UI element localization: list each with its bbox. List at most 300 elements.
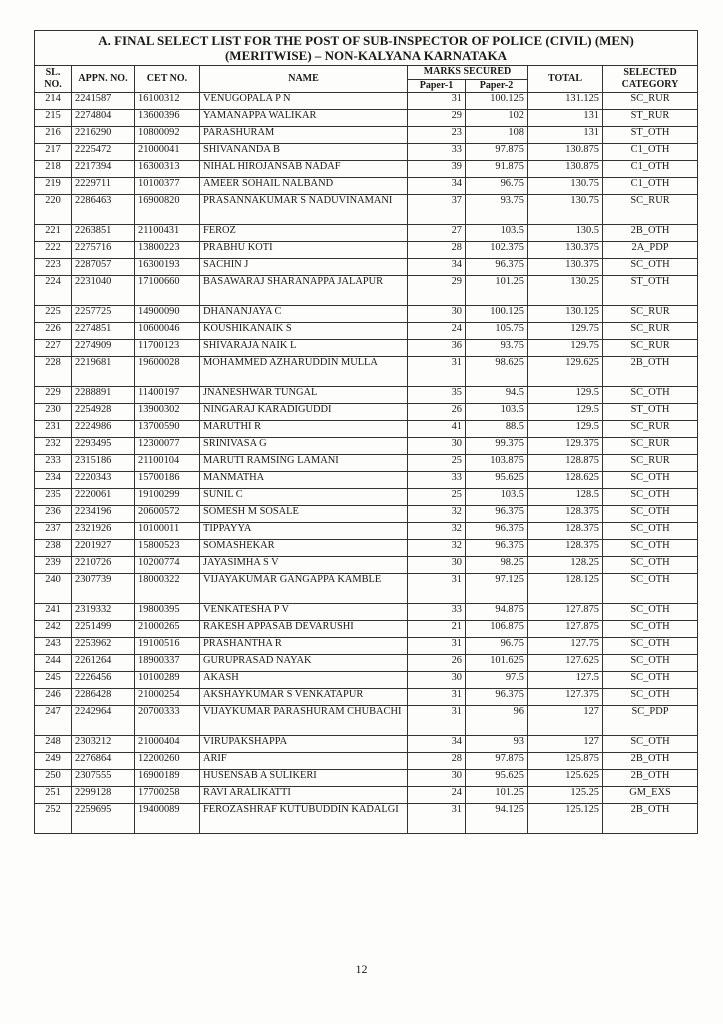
cell-category: SC_RUR — [603, 93, 698, 110]
table-row — [35, 455, 698, 472]
cell-paper-1: 28 — [408, 753, 466, 770]
cell-cet-no: 13600396 — [135, 110, 200, 127]
cell-total: 125.125 — [528, 804, 603, 834]
cell-total: 128.375 — [528, 540, 603, 557]
cell-appn-no: 2299128 — [72, 787, 135, 804]
header-name: NAME — [200, 66, 408, 93]
table-row — [35, 689, 698, 706]
cell-name: PRASANNAKUMAR S NADUVINAMANI — [200, 195, 408, 225]
cell-total: 129.5 — [528, 421, 603, 438]
table-row — [35, 506, 698, 523]
cell-total: 128.375 — [528, 523, 603, 540]
cell-category: SC_OTH — [603, 523, 698, 540]
cell-name: MOHAMMED AZHARUDDIN MULLA — [200, 357, 408, 387]
table-row — [35, 404, 698, 421]
table-row — [35, 323, 698, 340]
table-row — [35, 421, 698, 438]
cell-sl-no: 245 — [35, 672, 72, 689]
cell-paper-1: 30 — [408, 770, 466, 787]
cell-paper-2: 95.625 — [466, 770, 528, 787]
cell-appn-no: 2263851 — [72, 225, 135, 242]
cell-name: SHIVANANDA B — [200, 144, 408, 161]
cell-paper-1: 31 — [408, 689, 466, 706]
table-row — [35, 672, 698, 689]
table-row — [35, 557, 698, 574]
cell-paper-2: 103.5 — [466, 404, 528, 421]
cell-total: 127.375 — [528, 689, 603, 706]
cell-paper-1: 36 — [408, 340, 466, 357]
cell-appn-no: 2274851 — [72, 323, 135, 340]
cell-sl-no: 223 — [35, 259, 72, 276]
cell-paper-1: 21 — [408, 621, 466, 638]
table-row — [35, 753, 698, 770]
cell-paper-2: 103.5 — [466, 225, 528, 242]
cell-paper-1: 34 — [408, 178, 466, 195]
cell-paper-1: 25 — [408, 489, 466, 506]
cell-paper-2: 99.375 — [466, 438, 528, 455]
cell-sl-no: 234 — [35, 472, 72, 489]
cell-total: 127.875 — [528, 621, 603, 638]
table-row — [35, 306, 698, 323]
cell-paper-1: 30 — [408, 438, 466, 455]
header-marks-secured: MARKS SECURED — [408, 66, 528, 80]
cell-paper-2: 88.5 — [466, 421, 528, 438]
cell-total: 131.125 — [528, 93, 603, 110]
cell-sl-no: 247 — [35, 706, 72, 736]
cell-category: C1_OTH — [603, 144, 698, 161]
cell-total: 129.625 — [528, 357, 603, 387]
cell-total: 130.75 — [528, 195, 603, 225]
table-row — [35, 706, 698, 736]
cell-paper-2: 97.875 — [466, 753, 528, 770]
cell-category: SC_RUR — [603, 421, 698, 438]
cell-name: VENKATESHA P V — [200, 604, 408, 621]
cell-paper-2: 103.5 — [466, 489, 528, 506]
cell-category: SC_OTH — [603, 689, 698, 706]
cell-paper-2: 101.25 — [466, 787, 528, 804]
cell-sl-no: 222 — [35, 242, 72, 259]
table-row — [35, 736, 698, 753]
cell-category: SC_OTH — [603, 489, 698, 506]
cell-sl-no: 218 — [35, 161, 72, 178]
cell-cet-no: 10100289 — [135, 672, 200, 689]
cell-total: 129.75 — [528, 340, 603, 357]
cell-cet-no: 13700590 — [135, 421, 200, 438]
cell-sl-no: 249 — [35, 753, 72, 770]
cell-total: 128.5 — [528, 489, 603, 506]
cell-paper-1: 27 — [408, 225, 466, 242]
cell-cet-no: 11700123 — [135, 340, 200, 357]
cell-sl-no: 246 — [35, 689, 72, 706]
cell-appn-no: 2257725 — [72, 306, 135, 323]
cell-paper-1: 26 — [408, 404, 466, 421]
cell-total: 131 — [528, 110, 603, 127]
cell-appn-no: 2307739 — [72, 574, 135, 604]
cell-total: 125.625 — [528, 770, 603, 787]
cell-paper-2: 95.625 — [466, 472, 528, 489]
cell-cet-no: 13900302 — [135, 404, 200, 421]
cell-cet-no: 21000404 — [135, 736, 200, 753]
cell-cet-no: 19100299 — [135, 489, 200, 506]
cell-paper-1: 23 — [408, 127, 466, 144]
cell-cet-no: 11400197 — [135, 387, 200, 404]
cell-paper-1: 33 — [408, 604, 466, 621]
cell-paper-1: 30 — [408, 672, 466, 689]
table-row — [35, 242, 698, 259]
cell-paper-2: 100.125 — [466, 93, 528, 110]
cell-paper-1: 26 — [408, 655, 466, 672]
cell-cet-no: 21100431 — [135, 225, 200, 242]
cell-paper-1: 32 — [408, 523, 466, 540]
cell-paper-2: 97.875 — [466, 144, 528, 161]
cell-appn-no: 2253962 — [72, 638, 135, 655]
cell-total: 129.5 — [528, 387, 603, 404]
cell-category: SC_OTH — [603, 540, 698, 557]
cell-cet-no: 10100377 — [135, 178, 200, 195]
cell-paper-2: 102.375 — [466, 242, 528, 259]
cell-category: 2B_OTH — [603, 770, 698, 787]
cell-paper-1: 28 — [408, 242, 466, 259]
cell-paper-1: 29 — [408, 276, 466, 306]
cell-sl-no: 229 — [35, 387, 72, 404]
cell-cet-no: 10800092 — [135, 127, 200, 144]
cell-name: ARIF — [200, 753, 408, 770]
table-row — [35, 472, 698, 489]
table-row — [35, 770, 698, 787]
cell-sl-no: 240 — [35, 574, 72, 604]
table-row — [35, 340, 698, 357]
cell-cet-no: 16100312 — [135, 93, 200, 110]
cell-paper-1: 31 — [408, 574, 466, 604]
cell-total: 130.875 — [528, 144, 603, 161]
cell-appn-no: 2225472 — [72, 144, 135, 161]
cell-appn-no: 2217394 — [72, 161, 135, 178]
cell-paper-2: 106.875 — [466, 621, 528, 638]
cell-category: SC_OTH — [603, 472, 698, 489]
cell-paper-1: 31 — [408, 93, 466, 110]
cell-total: 130.5 — [528, 225, 603, 242]
cell-appn-no: 2319332 — [72, 604, 135, 621]
cell-name: RAKESH APPASAB DEVARUSHI — [200, 621, 408, 638]
cell-total: 127 — [528, 706, 603, 736]
cell-name: AKSHAYKUMAR S VENKATAPUR — [200, 689, 408, 706]
cell-total: 125.875 — [528, 753, 603, 770]
cell-appn-no: 2210726 — [72, 557, 135, 574]
cell-total: 129.5 — [528, 404, 603, 421]
cell-appn-no: 2231040 — [72, 276, 135, 306]
cell-sl-no: 250 — [35, 770, 72, 787]
title-line-1: A. FINAL SELECT LIST FOR THE POST OF SUB-INSPECTOR OF POLICE (CIVIL) (MEN) — [98, 33, 634, 48]
cell-category: SC_OTH — [603, 621, 698, 638]
cell-name: SHIVARAJA NAIK L — [200, 340, 408, 357]
cell-category: 2B_OTH — [603, 225, 698, 242]
table-row — [35, 357, 698, 387]
cell-paper-1: 35 — [408, 387, 466, 404]
cell-category: ST_OTH — [603, 127, 698, 144]
cell-name: AMEER SOHAIL NALBAND — [200, 178, 408, 195]
cell-sl-no: 241 — [35, 604, 72, 621]
table-row — [35, 127, 698, 144]
cell-sl-no: 244 — [35, 655, 72, 672]
cell-sl-no: 236 — [35, 506, 72, 523]
cell-name: YAMANAPPA WALIKAR — [200, 110, 408, 127]
cell-category: SC_RUR — [603, 455, 698, 472]
cell-paper-2: 91.875 — [466, 161, 528, 178]
cell-sl-no: 224 — [35, 276, 72, 306]
cell-paper-2: 94.125 — [466, 804, 528, 834]
cell-paper-2: 96.75 — [466, 638, 528, 655]
cell-name: VENUGOPALA P N — [200, 93, 408, 110]
cell-appn-no: 2274909 — [72, 340, 135, 357]
cell-name: DHANANJAYA C — [200, 306, 408, 323]
cell-category: SC_RUR — [603, 323, 698, 340]
cell-cet-no: 21100104 — [135, 455, 200, 472]
cell-name: MARUTI RAMSING LAMANI — [200, 455, 408, 472]
cell-name: SUNIL C — [200, 489, 408, 506]
cell-appn-no: 2241587 — [72, 93, 135, 110]
table-row — [35, 804, 698, 834]
cell-name: SRINIVASA G — [200, 438, 408, 455]
cell-category: SC_OTH — [603, 387, 698, 404]
cell-name: AKASH — [200, 672, 408, 689]
cell-appn-no: 2220061 — [72, 489, 135, 506]
cell-sl-no: 214 — [35, 93, 72, 110]
cell-paper-1: 32 — [408, 540, 466, 557]
cell-appn-no: 2275716 — [72, 242, 135, 259]
cell-cet-no: 15700186 — [135, 472, 200, 489]
table-row — [35, 276, 698, 306]
header-selected-category: SELECTED CATEGORY — [603, 66, 698, 93]
table-row — [35, 574, 698, 604]
cell-paper-2: 96.75 — [466, 178, 528, 195]
cell-paper-2: 101.625 — [466, 655, 528, 672]
cell-cet-no: 12300077 — [135, 438, 200, 455]
cell-cet-no: 20600572 — [135, 506, 200, 523]
cell-name: NIHAL HIROJANSAB NADAF — [200, 161, 408, 178]
cell-cet-no: 10200774 — [135, 557, 200, 574]
cell-name: MARUTHI R — [200, 421, 408, 438]
cell-category: C1_OTH — [603, 161, 698, 178]
cell-paper-1: 24 — [408, 323, 466, 340]
cell-paper-2: 98.25 — [466, 557, 528, 574]
table-row — [35, 787, 698, 804]
cell-cet-no: 16300193 — [135, 259, 200, 276]
cell-appn-no: 2287057 — [72, 259, 135, 276]
table-row — [35, 93, 698, 110]
cell-paper-1: 33 — [408, 472, 466, 489]
cell-appn-no: 2259695 — [72, 804, 135, 834]
cell-cet-no: 10100011 — [135, 523, 200, 540]
cell-paper-1: 25 — [408, 455, 466, 472]
cell-total: 128.125 — [528, 574, 603, 604]
cell-total: 130.125 — [528, 306, 603, 323]
cell-appn-no: 2251499 — [72, 621, 135, 638]
cell-name: RAVI ARALIKATTI — [200, 787, 408, 804]
cell-name: HUSENSAB A SULIKERI — [200, 770, 408, 787]
cell-name: VIJAYKUMAR PARASHURAM CHUBACHI — [200, 706, 408, 736]
cell-sl-no: 243 — [35, 638, 72, 655]
cell-category: SC_OTH — [603, 506, 698, 523]
cell-cet-no: 18000322 — [135, 574, 200, 604]
cell-total: 127.5 — [528, 672, 603, 689]
cell-appn-no: 2288891 — [72, 387, 135, 404]
header-appn-no: APPN. NO. — [72, 66, 135, 93]
title-line-2: (MERITWISE) – NON-KALYANA KARNATAKA — [224, 48, 508, 63]
cell-name: TIPPAYYA — [200, 523, 408, 540]
cell-name: SOMASHEKAR — [200, 540, 408, 557]
cell-sl-no: 225 — [35, 306, 72, 323]
cell-paper-2: 94.5 — [466, 387, 528, 404]
cell-category: SC_RUR — [603, 306, 698, 323]
cell-name: NINGARAJ KARADIGUDDI — [200, 404, 408, 421]
cell-paper-2: 96.375 — [466, 259, 528, 276]
cell-cet-no: 16900189 — [135, 770, 200, 787]
cell-sl-no: 219 — [35, 178, 72, 195]
cell-total: 127.75 — [528, 638, 603, 655]
cell-paper-2: 97.125 — [466, 574, 528, 604]
cell-appn-no: 2303212 — [72, 736, 135, 753]
table-row — [35, 655, 698, 672]
cell-category: 2A_PDP — [603, 242, 698, 259]
cell-sl-no: 217 — [35, 144, 72, 161]
cell-paper-2: 103.875 — [466, 455, 528, 472]
table-row — [35, 638, 698, 655]
cell-appn-no: 2261264 — [72, 655, 135, 672]
table-row — [35, 110, 698, 127]
cell-paper-2: 96.375 — [466, 506, 528, 523]
cell-sl-no: 248 — [35, 736, 72, 753]
cell-category: SC_OTH — [603, 736, 698, 753]
cell-sl-no: 221 — [35, 225, 72, 242]
table-row — [35, 621, 698, 638]
cell-sl-no: 235 — [35, 489, 72, 506]
table-row — [35, 195, 698, 225]
table-row — [35, 438, 698, 455]
cell-appn-no: 2276864 — [72, 753, 135, 770]
cell-sl-no: 252 — [35, 804, 72, 834]
cell-appn-no: 2321926 — [72, 523, 135, 540]
table-row — [35, 540, 698, 557]
table-row — [35, 604, 698, 621]
cell-paper-1: 30 — [408, 557, 466, 574]
cell-cet-no: 15800523 — [135, 540, 200, 557]
cell-sl-no: 215 — [35, 110, 72, 127]
cell-cet-no: 19600028 — [135, 357, 200, 387]
cell-total: 129.375 — [528, 438, 603, 455]
cell-total: 127.625 — [528, 655, 603, 672]
cell-paper-1: 24 — [408, 787, 466, 804]
cell-paper-1: 31 — [408, 357, 466, 387]
cell-name: FEROZASHRAF KUTUBUDDIN KADALGI — [200, 804, 408, 834]
cell-appn-no: 2220343 — [72, 472, 135, 489]
cell-appn-no: 2254928 — [72, 404, 135, 421]
cell-sl-no: 239 — [35, 557, 72, 574]
cell-appn-no: 2226456 — [72, 672, 135, 689]
table-row — [35, 523, 698, 540]
cell-appn-no: 2229711 — [72, 178, 135, 195]
cell-cet-no: 14900090 — [135, 306, 200, 323]
table-row — [35, 161, 698, 178]
cell-total: 125.25 — [528, 787, 603, 804]
cell-total: 130.375 — [528, 242, 603, 259]
cell-name: PRABHU KOTI — [200, 242, 408, 259]
cell-category: 2B_OTH — [603, 804, 698, 834]
cell-total: 131 — [528, 127, 603, 144]
cell-category: ST_RUR — [603, 110, 698, 127]
table-row — [35, 225, 698, 242]
cell-name: FEROZ — [200, 225, 408, 242]
cell-paper-1: 34 — [408, 259, 466, 276]
cell-name: JAYASIMHA S V — [200, 557, 408, 574]
cell-cet-no: 21000041 — [135, 144, 200, 161]
cell-sl-no: 228 — [35, 357, 72, 387]
cell-paper-1: 34 — [408, 736, 466, 753]
cell-appn-no: 2286463 — [72, 195, 135, 225]
cell-paper-1: 31 — [408, 804, 466, 834]
cell-cet-no: 13800223 — [135, 242, 200, 259]
cell-paper-2: 93.75 — [466, 340, 528, 357]
cell-paper-1: 31 — [408, 706, 466, 736]
cell-category: ST_OTH — [603, 276, 698, 306]
document-title — [35, 31, 698, 66]
cell-paper-2: 94.875 — [466, 604, 528, 621]
table-row — [35, 259, 698, 276]
cell-appn-no: 2224986 — [72, 421, 135, 438]
header-sl-no: SL. NO. — [35, 66, 72, 93]
cell-total: 128.375 — [528, 506, 603, 523]
table-row — [35, 144, 698, 161]
cell-name: SOMESH M SOSALE — [200, 506, 408, 523]
header-total: TOTAL — [528, 66, 603, 93]
cell-name: SACHIN J — [200, 259, 408, 276]
cell-category: SC_OTH — [603, 638, 698, 655]
cell-category: C1_OTH — [603, 178, 698, 195]
cell-paper-2: 100.125 — [466, 306, 528, 323]
header-cet-no: CET NO. — [135, 66, 200, 93]
cell-appn-no: 2201927 — [72, 540, 135, 557]
select-list-table — [34, 30, 698, 834]
cell-name: JNANESHWAR TUNGAL — [200, 387, 408, 404]
table-row — [35, 489, 698, 506]
cell-category: SC_OTH — [603, 574, 698, 604]
cell-category: 2B_OTH — [603, 753, 698, 770]
cell-sl-no: 226 — [35, 323, 72, 340]
cell-appn-no: 2307555 — [72, 770, 135, 787]
cell-paper-2: 108 — [466, 127, 528, 144]
cell-total: 128.25 — [528, 557, 603, 574]
cell-name: PRASHANTHA R — [200, 638, 408, 655]
cell-paper-2: 97.5 — [466, 672, 528, 689]
cell-appn-no: 2216290 — [72, 127, 135, 144]
cell-cet-no: 19100516 — [135, 638, 200, 655]
cell-sl-no: 227 — [35, 340, 72, 357]
cell-category: SC_OTH — [603, 557, 698, 574]
cell-category: SC_PDP — [603, 706, 698, 736]
cell-appn-no: 2234196 — [72, 506, 135, 523]
cell-name: VIRUPAKSHAPPA — [200, 736, 408, 753]
cell-total: 128.875 — [528, 455, 603, 472]
cell-paper-1: 33 — [408, 144, 466, 161]
page-number: 12 — [355, 962, 368, 976]
header-paper-1: Paper-1 — [408, 79, 466, 93]
cell-cet-no: 12200260 — [135, 753, 200, 770]
cell-category: SC_OTH — [603, 672, 698, 689]
cell-sl-no: 251 — [35, 787, 72, 804]
cell-paper-1: 37 — [408, 195, 466, 225]
cell-category: GM_EXS — [603, 787, 698, 804]
cell-cet-no: 21000254 — [135, 689, 200, 706]
table-row — [35, 178, 698, 195]
